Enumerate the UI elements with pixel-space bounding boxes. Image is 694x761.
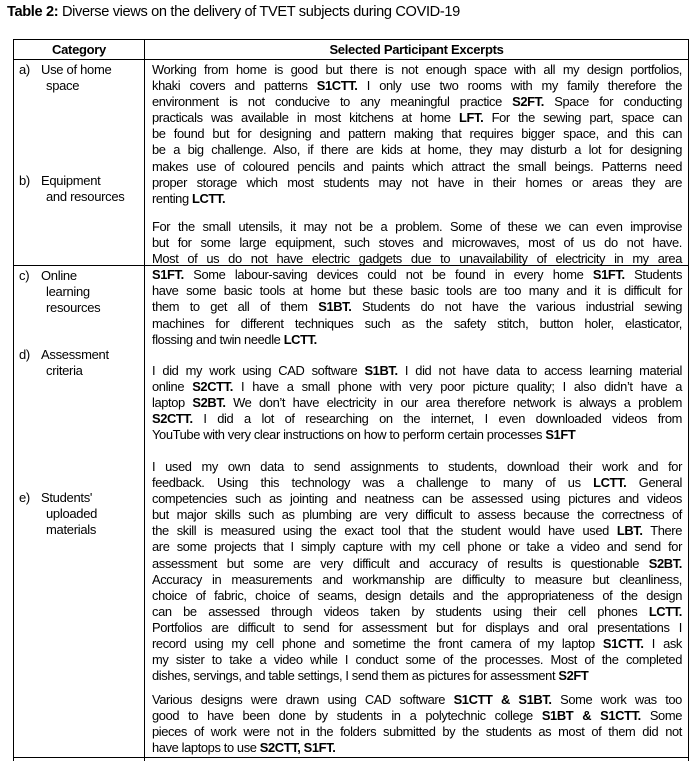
excerpt-line [152,94,682,110]
excerpt-line [152,572,682,588]
excerpt-line [152,267,682,283]
participant-code: LCTT. [593,475,627,491]
category-letter: d) [19,347,30,362]
excerpt-line [152,652,682,668]
excerpt-text: Various designs were drawn using CAD software [152,692,454,707]
excerpt-text: I did my work using CAD software [152,363,365,378]
excerpt-text: makes use of coloured pencils and paints which attract the small beings. Patterns need [152,158,682,174]
excerpt-line [152,411,682,427]
excerpt-paragraph-online-resources [152,363,682,443]
excerpt-line [152,283,682,299]
excerpt-text: assessment but some are very difficult and accuracy of results is questionable [152,555,649,571]
excerpt-text: machines for different techniques such as the safety stitch, button holer, elasticator, [152,315,682,331]
header-category: Category [52,42,106,57]
excerpt-text: Students [624,267,683,283]
table-caption-text: Diverse views on the delivery of TVET subjects during COVID-19 [58,4,460,20]
category-letter: a) [19,62,30,77]
category-use-of-home-space: a) Use of home space [19,62,112,93]
participant-code: S1BT. [364,363,398,378]
participant-code: S2FT. [512,94,544,110]
participant-code: S2CTT. [192,379,233,395]
participant-code: LFT. [459,110,484,126]
excerpt-text: pieces of work were not in the folders submitted by the students as most of them did not [152,724,682,740]
header-excerpts: Selected Participant Excerpts [329,42,504,57]
excerpt-text: Some work was too [551,692,682,707]
excerpt-line [152,159,682,175]
excerpt-line [152,620,682,636]
table-caption [7,4,460,20]
excerpt-line [152,110,682,126]
participant-code: S1FT [545,427,576,443]
excerpt-text: practicals was available in most kitchens at home [152,110,460,126]
participant-code: S1FT. [152,267,184,283]
excerpt-line [152,175,682,191]
participant-code: LCTT. [283,331,317,347]
excerpt-text: but major skills such as plumbing are very difficult to assess because the correctness of [152,507,682,523]
excerpt-text: Portfolios are difficult to send for assessment but for displays and oral presentations I [152,619,682,635]
header-row-divider [13,59,689,60]
excerpt-line [152,235,682,251]
excerpt-line [152,142,682,158]
excerpt-line [152,299,682,315]
excerpt-line [152,332,682,348]
excerpt-text: I have a small phone with very poor picture quality; I also didn’t have a [232,379,682,395]
category-equipment-and-resources: b) Equipment and resources [19,173,125,204]
excerpt-text: flossing and twin needle [152,331,284,347]
excerpt-text: I did a lot of researching on the internet, I even downloaded videos from [192,411,682,427]
excerpt-text: Most of us do not have electric gadgets due to unavailability of electricity in my area [152,251,682,267]
participant-code: S2FT [558,668,589,684]
category-letter: b) [19,173,30,188]
excerpt-text: renting [152,190,192,206]
excerpt-text: For the small utensils, it may not be a problem. Some of these we can even improvise [152,219,682,234]
participant-code: S1CTT. [316,78,358,94]
table-border-right [688,39,689,761]
excerpt-line [152,191,682,207]
excerpt-text: I did not have data to access learning material [397,363,682,378]
excerpt-text: but for some large equipment, such stoves and microwaves, most of us do not have. [152,235,682,251]
excerpt-text: are some projects that I simply capture with my cell phone or take a video and send for [152,539,682,555]
excerpt-text: have laptops to use [152,740,260,756]
excerpt-paragraph-home-space [152,62,682,207]
excerpt-text: Students do not have the various industrial sewing [351,299,682,315]
excerpt-line [152,316,682,332]
participant-code: S1BT. [318,299,352,315]
excerpt-line [152,126,682,142]
excerpt-line [152,459,682,475]
row-divider-bottom [13,757,689,758]
excerpt-text: khaki covers and patterns [152,78,317,94]
excerpt-line [152,523,682,539]
excerpt-text: dishes, servings, and table settings, I send them as pictures for assessment [152,668,559,684]
excerpt-text: be a big challenge. Also, if there are kids at home, they may disturb a lot for designing [152,142,682,158]
excerpt-text: Working from home is good but there is not enough space with all my design portfolios, [152,62,682,77]
excerpt-paragraph-assessment [152,459,682,684]
excerpt-text: environment is not conducive to any meaningful practice [152,94,513,110]
excerpt-text: I only use two rooms with my family therefore the [357,78,682,94]
excerpt-line [152,363,682,379]
table-border-top [13,39,689,40]
category-assessment-criteria: d) Assessment criteria [19,347,109,378]
excerpt-line [152,507,682,523]
excerpt-text: choice of fabric, choice of seams, design details and the appropriateness of the design [152,587,682,603]
excerpt-text: online [152,379,193,395]
participant-code: LCTT. [191,190,226,206]
excerpt-line [152,724,682,740]
participant-code: S2BT. [648,555,682,571]
category-letter: c) [19,268,30,283]
excerpt-line [152,379,682,395]
excerpt-text: There [642,523,682,539]
excerpt-text: proper storage which most students may not have in their homes or areas they are [152,174,682,190]
participant-code: S2CTT. [152,411,193,427]
excerpt-text: them to get all of them [152,299,319,315]
excerpt-text: We don’t have electricity in our area therefore network is always a problem [225,395,683,411]
excerpt-line [152,475,682,491]
excerpt-text: General [626,475,682,491]
excerpt-text: Space for conducting [543,94,682,110]
excerpt-text: record using my cell phone and sometime the front camera of my laptop [152,636,603,652]
participant-code: S1CTT. [602,636,644,652]
excerpt-text: my sister to take a video while I conduct some of the processes. Most of the completed [152,652,682,668]
table-border-left [13,39,14,761]
excerpt-line [152,668,682,684]
participant-code: S1BT & S1CTT. [541,708,641,724]
excerpt-line [152,692,682,708]
excerpt-text: Accuracy in measurements and workmanship are difficulty to measure but cleanliness, [152,571,682,587]
excerpt-line [152,62,682,78]
excerpt-text: I ask [643,636,682,652]
excerpt-paragraph-equipment [152,219,682,348]
excerpt-line [152,251,682,267]
excerpt-line [152,539,682,555]
participant-code: LBT. [616,523,643,539]
excerpt-text: be found but for designing and pattern making that requires bigger space, and this can [152,126,682,142]
category-online-learning-resources: c) Online learning resources [19,268,101,315]
excerpt-text: YouTube with very clear instructions on how to perform certain processes [152,427,546,443]
excerpt-line [152,395,682,411]
excerpt-text: For the sewing part, space can [483,110,682,126]
participant-code: S2BT. [192,395,226,411]
table-caption-label: Table 2: [7,4,59,20]
excerpt-text: can be assessed through videos taken by students using their cell phones [152,603,649,619]
participant-code: S1FT. [592,267,625,283]
excerpt-text: Some [640,708,682,724]
excerpt-line [152,219,682,235]
excerpt-text: Some labour-saving devices could not be found in every home [183,267,593,283]
excerpt-text: I used my own data to send assignments to students, download their work and for [152,459,682,474]
excerpt-line [152,491,682,507]
participant-code: S2CTT, S1FT. [259,740,336,756]
column-divider [144,39,145,761]
participant-code: LCTT. [648,603,682,619]
category-students-uploaded-materials: e) Students' uploaded materials [19,490,98,537]
excerpt-line [152,427,682,443]
excerpt-text: the skill is measured using the exact tool that the student would have used [152,523,617,539]
excerpt-text: competencies such as jointing and neatness can be assessed using pictures and videos [152,491,682,507]
excerpt-line [152,604,682,620]
excerpt-text: laptop [152,395,193,411]
excerpt-line [152,740,682,756]
excerpt-line [152,78,682,94]
excerpt-line [152,636,682,652]
excerpt-line [152,556,682,572]
participant-code: S1CTT & S1BT. [453,692,552,707]
excerpt-text: good to have been done by students in a polytechnic college [152,708,542,724]
excerpt-text: have some basic tools at home but these basic tools are too many and it is difficult for [152,283,682,299]
excerpt-paragraph-uploaded-materials [152,692,682,756]
category-letter: e) [19,490,30,505]
excerpt-line [152,708,682,724]
excerpt-line [152,588,682,604]
excerpt-text: feedback. Using this technology was a challenge to many of us [152,475,594,491]
